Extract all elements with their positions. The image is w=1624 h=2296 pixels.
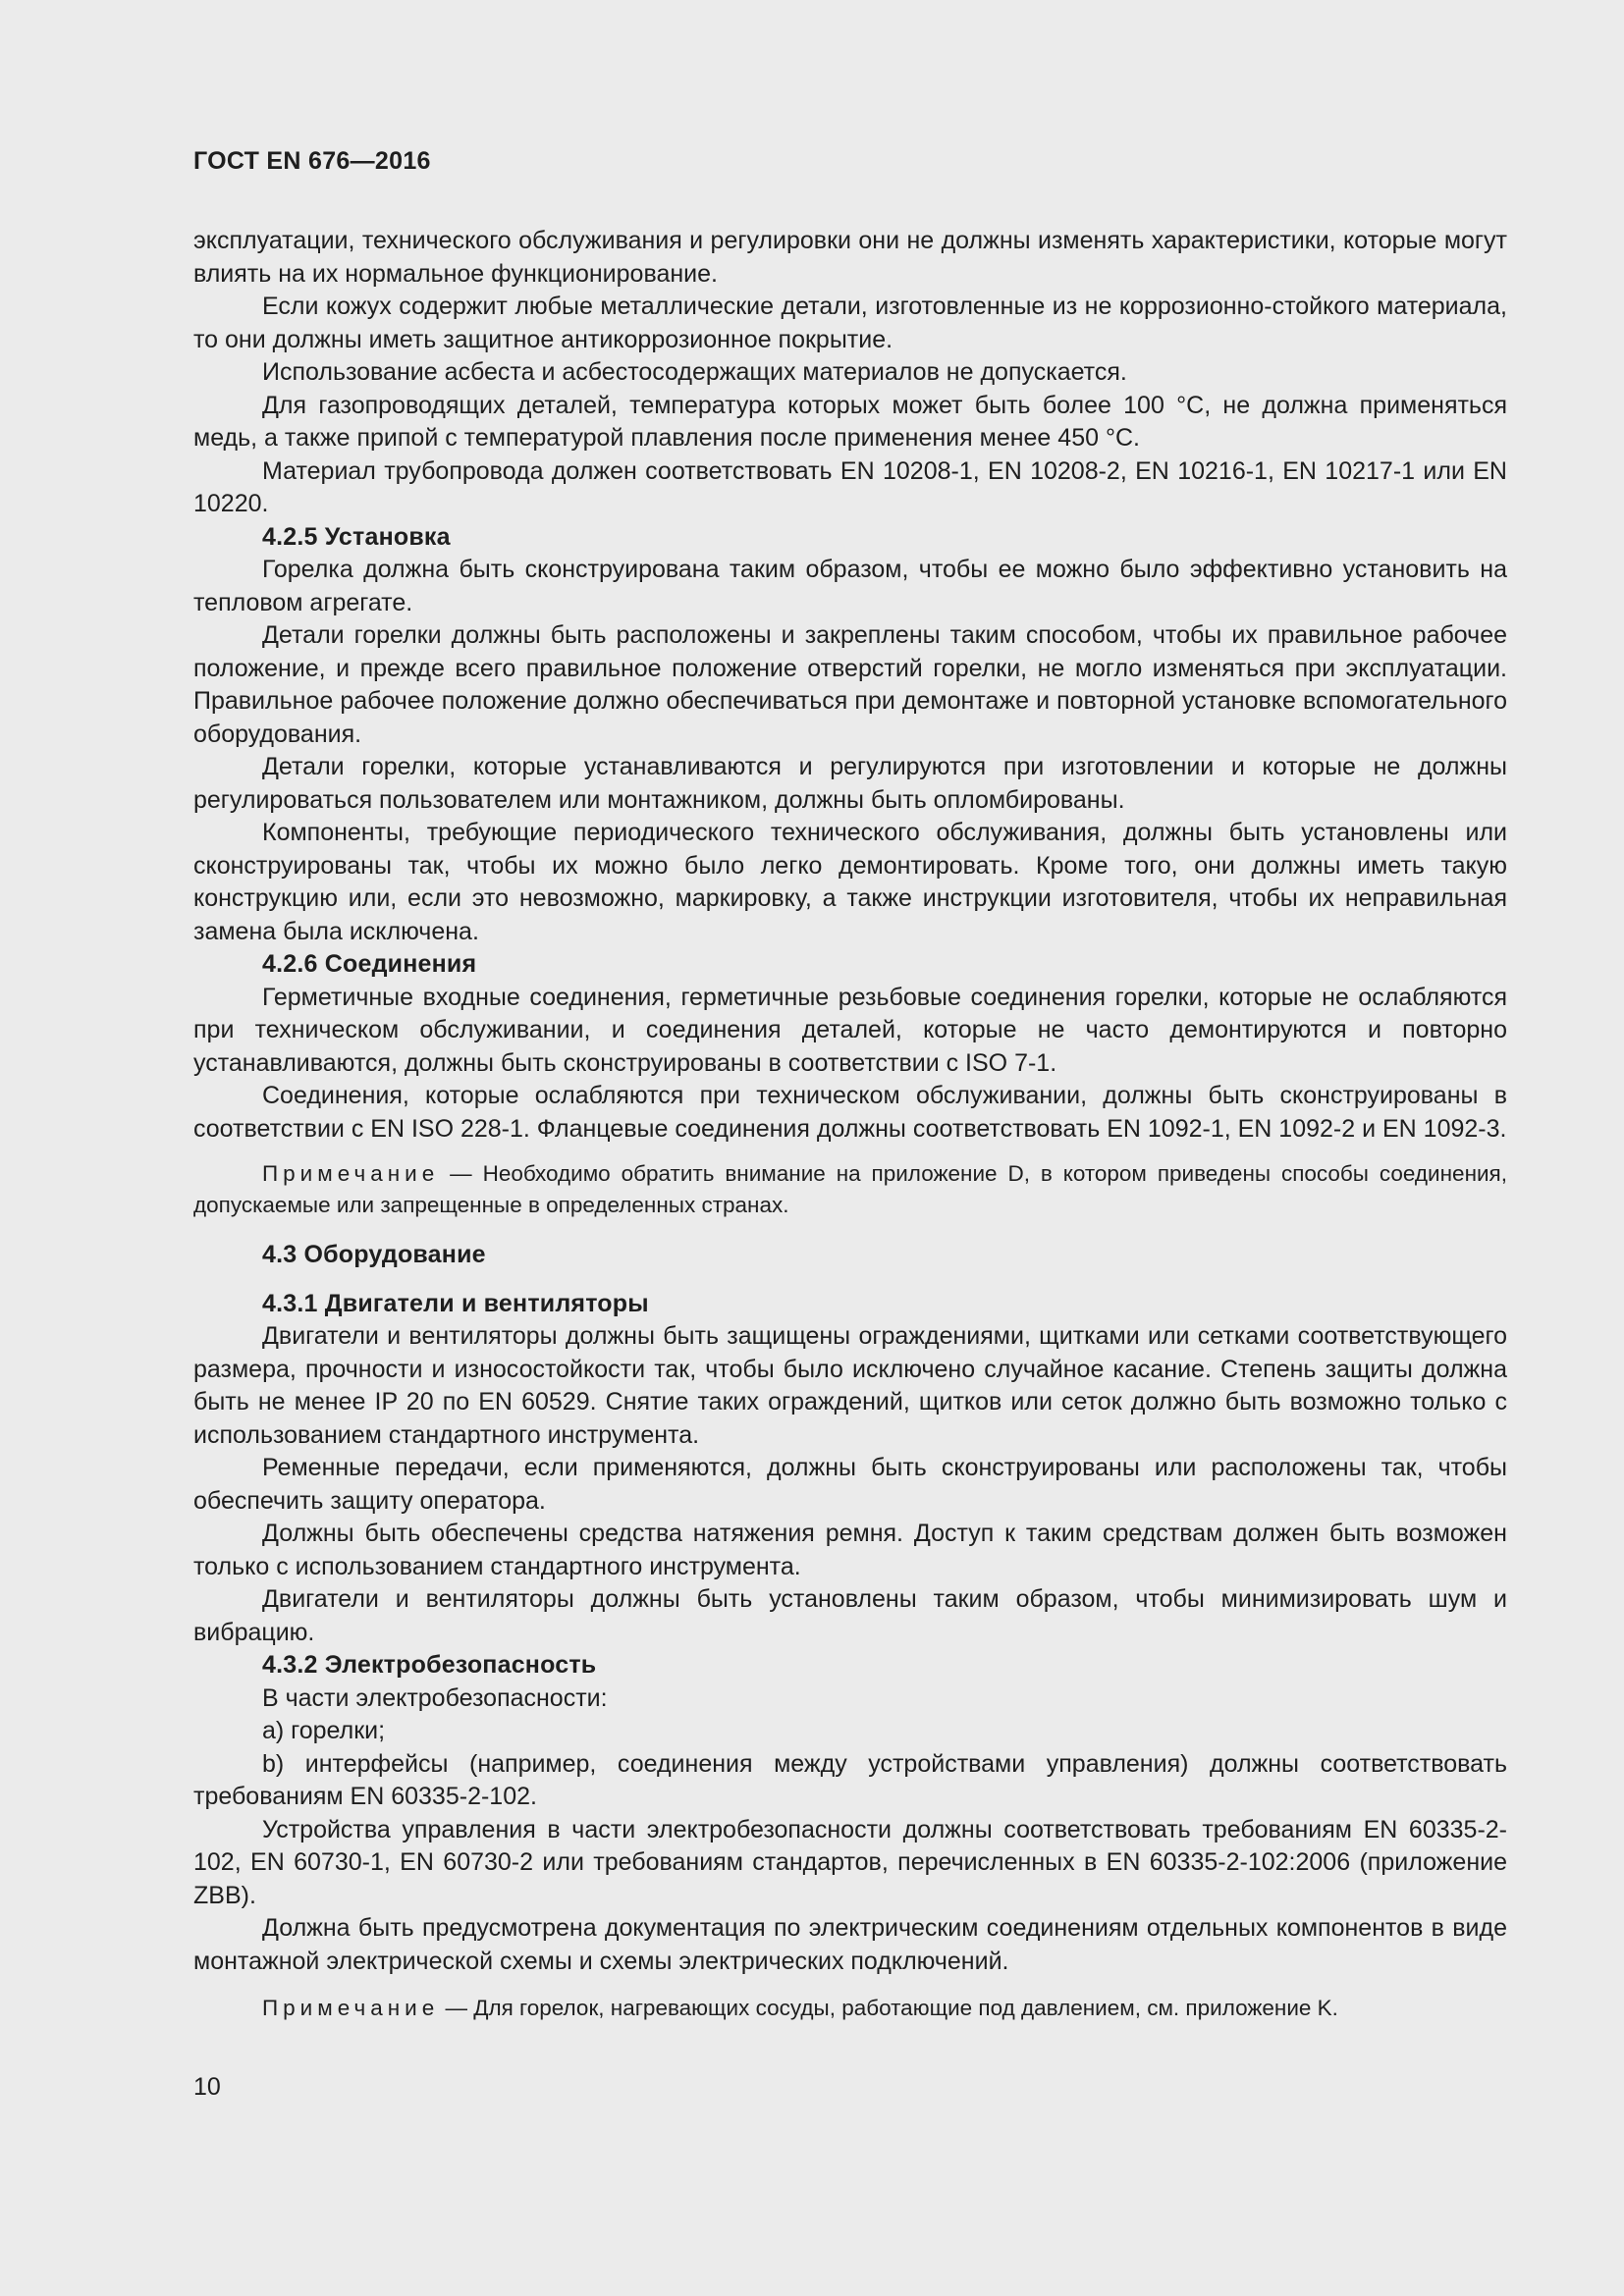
list-item: a) горелки; (262, 1717, 386, 1744)
note-2 (193, 1993, 1507, 2024)
section-heading-4-3-2: 4.3.2 Электробезопасность (262, 1651, 597, 1679)
paragraph: Использование асбеста и асбестосодержащих материалов не допускается. (262, 358, 1127, 386)
paragraph: Двигатели и вентиляторы должны быть защищены ограждениями, щитками или сетками соответствующего размера, прочности и износостойкости так, чтобы было исключено случайное касание. Степень защиты должна быть не менее IP 20 по EN 60529. Снятие таких ограждений, щитков или сеток должно быть возможно только с использованием стандартного инструмента. (193, 1322, 1507, 1449)
paragraph: Соединения, которые ослабляются при техническом обслуживании, должны быть сконструированы в соответствии с EN ISO 228-1. Фланцевые соединения должны соответствовать EN 1092-1, EN 1092-2 и EN 1092-3. (193, 1082, 1507, 1143)
paragraph: Герметичные входные соединения, герметичные резьбовые соединения горелки, которые не ослабляются при техническом обслуживании, и соединения деталей, которые не часто демонтируются и повторно устанавливаются, должны быть сконструированы в соответствии с ISO 7-1. (193, 983, 1507, 1077)
paragraph: Должны быть обеспечены средства натяжения ремня. Доступ к таким средствам должен быть возможен только с использованием стандартного инструмента. (193, 1520, 1507, 1580)
paragraph: Детали горелки должны быть расположены и закреплены таким способом, чтобы их правильное рабочее положение, и прежде всего правильное положение отверстий горелки, не могло изменяться при эксплуатации. Правильное рабочее положение должно обеспечиваться при демонтаже и повторной установке вспомогательного оборудования. (193, 621, 1507, 748)
paragraph: Детали горелки, которые устанавливаются и регулируются при изготовлении и которые не должны регулироваться пользователем или монтажником, должны быть опломбированы. (193, 753, 1507, 814)
paragraph: В части электробезопасности: (262, 1683, 608, 1712)
section-heading-4-3-1: 4.3.1 Двигатели и вентиляторы (262, 1289, 649, 1317)
section-heading-4-2-5: 4.2.5 Установка (262, 522, 451, 551)
note-text: — Необходимо обратить внимание на приложение D, в котором приведены способы соединения, допускаемые или запрещенные в определенных странах. (193, 1161, 1507, 1217)
list-item: b) интерфейсы (например, соединения между устройствами управления) должны соответствовать требованиям EN 60335-2-102. (193, 1749, 1507, 1810)
document-header: ГОСТ EN 676—2016 (193, 147, 431, 175)
page-number: 10 (193, 2073, 221, 2101)
section-heading-4-3: 4.3 Оборудование (262, 1241, 486, 1268)
document-body (193, 225, 1507, 2024)
paragraph: Двигатели и вентиляторы должны быть установлены таким образом, чтобы минимизировать шум и вибрацию. (193, 1585, 1507, 1646)
paragraph: Компоненты, требующие периодического технического обслуживания, должны быть установлены или сконструированы так, чтобы их можно было легко демонтировать. Кроме того, они должны иметь такую конструкцию или, если это невозможно, маркировку, а также инструкции изготовителя, чтобы их неправильная замена была исключена. (193, 819, 1507, 945)
paragraph: Если кожух содержит любые металлические детали, изготовленные из не коррозионно-стойкого материала, то они должны иметь защитное антикоррозионное покрытие. (193, 293, 1507, 353)
paragraph: Устройства управления в части электробезопасности должны соответствовать требованиям EN 60335-2-102, EN 60730-1, EN 60730-2 или требованиям стандартов, перечисленных в EN 60335-2-102:2006 (приложение ZBB). (193, 1815, 1507, 1909)
section-heading-4-2-6: 4.2.6 Соединения (262, 950, 477, 978)
paragraph: Должна быть предусмотрена документация по электрическим соединениям отдельных компонентов в виде монтажной электрической схемы и схемы электрических подключений. (193, 1914, 1507, 1975)
note-label: Примечание (262, 1996, 440, 2020)
paragraph: Горелка должна быть сконструирована таким образом, чтобы ее можно было эффективно установить на тепловом агрегате. (193, 556, 1507, 616)
paragraph: эксплуатации, технического обслуживания и регулировки они не должны изменять характеристики, которые могут влиять на их нормальное функционирование. (193, 227, 1507, 288)
note-text: — Для горелок, нагревающих сосуды, работающие под давлением, см. приложение K. (439, 1996, 1338, 2020)
note-1 (193, 1158, 1507, 1221)
paragraph: Материал трубопровода должен соответствовать EN 10208-1, EN 10208-2, EN 10216-1, EN 10217-1 или EN 10220. (193, 456, 1507, 517)
paragraph: Для газопроводящих деталей, температура которых может быть более 100 °C, не должна применяться медь, а также припой с температурой плавления после применения менее 450 °C. (193, 391, 1507, 452)
paragraph: Ременные передачи, если применяются, должны быть сконструированы или расположены так, чтобы обеспечить защиту оператора. (193, 1454, 1507, 1515)
note-label: Примечание (262, 1161, 440, 1186)
